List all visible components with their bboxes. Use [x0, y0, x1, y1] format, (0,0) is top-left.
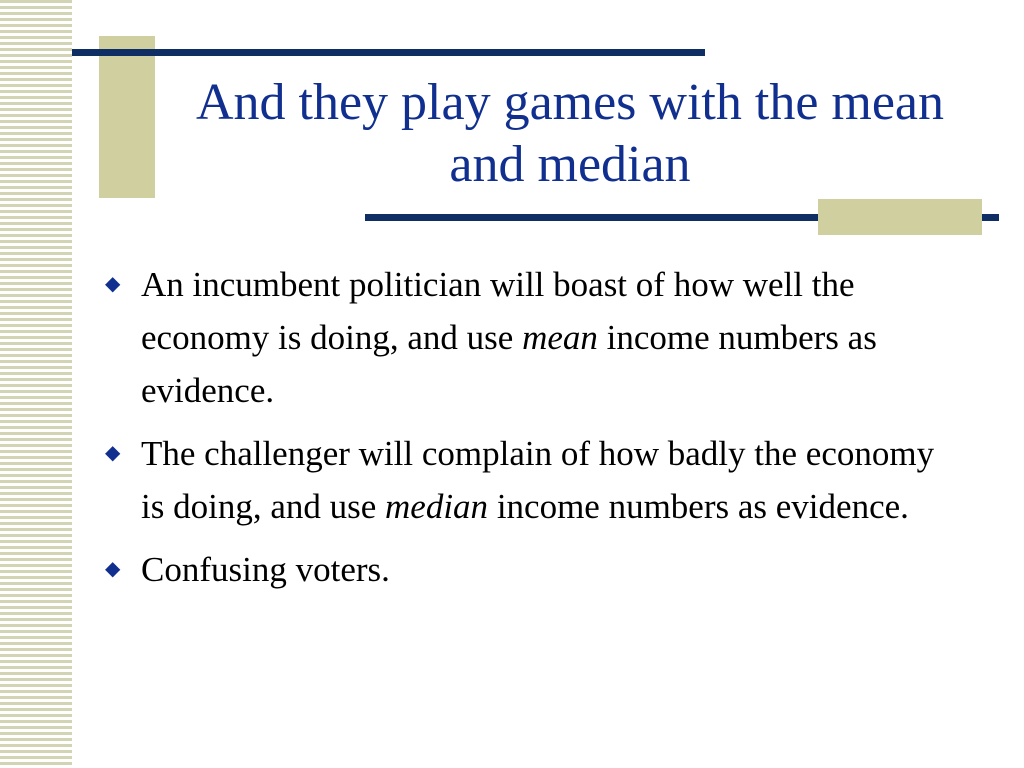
- bullet-text: [141, 434, 934, 526]
- bullet-text-after: income numbers as evidence.: [141, 318, 877, 410]
- bullet-emphasis: median: [385, 487, 489, 526]
- bullet-item: [105, 427, 945, 533]
- slide-title: And they play games with the mean and median: [195, 74, 945, 193]
- bullet-text-after: income numbers as evidence.: [488, 487, 909, 526]
- diamond-icon: ◆: [105, 442, 121, 464]
- bullet-text: [141, 550, 390, 589]
- bullet-item: [105, 258, 945, 417]
- diamond-icon: ◆: [105, 273, 121, 295]
- bullet-item: [105, 543, 945, 596]
- bullet-emphasis: mean: [522, 318, 598, 357]
- title-top-rule: [72, 49, 705, 56]
- bullet-text-before: Confusing voters.: [141, 550, 390, 589]
- tan-accent-block-left: [99, 36, 155, 198]
- diamond-icon: ◆: [105, 558, 121, 580]
- tan-accent-block-right: [818, 199, 982, 235]
- left-stripe-decoration: [0, 0, 72, 768]
- bullet-text-before: The challenger will complain of how badly the economy is doing, and use: [141, 434, 935, 526]
- bullet-text: [141, 265, 877, 410]
- bullet-list: [105, 258, 945, 606]
- bullet-text-before: An incumbent politician will boast of how well the economy is doing, and use: [141, 265, 855, 357]
